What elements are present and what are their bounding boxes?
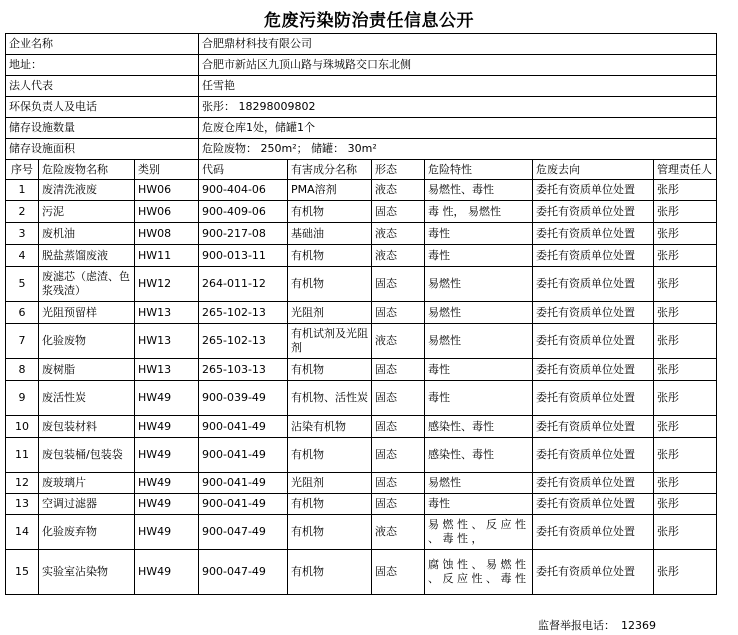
report-phone-number: 12369 xyxy=(621,619,656,632)
cell-code: 900-047-49 xyxy=(199,550,288,595)
cell-property: 感染性、毒性 xyxy=(425,416,533,438)
cell-category: HW49 xyxy=(135,494,199,515)
cell-property: 毒性 xyxy=(425,494,533,515)
cell-form: 固态 xyxy=(372,550,425,595)
cell-manager: 张彤 xyxy=(654,473,717,494)
header-component: 有害成分名称 xyxy=(288,160,372,180)
cell-form: 固态 xyxy=(372,359,425,381)
cell-category: HW06 xyxy=(135,180,199,201)
cell-code: 900-039-49 xyxy=(199,381,288,416)
cell-category: HW49 xyxy=(135,515,199,550)
address-value: 合肥市新站区九顶山路与珠城路交口东北侧 xyxy=(199,55,717,76)
table-row xyxy=(6,180,717,201)
cell-form: 液态 xyxy=(372,324,425,359)
table-row xyxy=(6,324,717,359)
cell-name: 化验废物 xyxy=(39,324,135,359)
cell-name: 废包装材料 xyxy=(39,416,135,438)
cell-component: 有机物、活性炭 xyxy=(288,381,372,416)
page-title: 危废污染防治责任信息公开 xyxy=(264,11,474,31)
cell-category: HW49 xyxy=(135,381,199,416)
cell-property: 易燃性 xyxy=(425,302,533,324)
cell-no: 14 xyxy=(6,515,39,550)
header-category: 类别 xyxy=(135,160,199,180)
cell-manager: 张彤 xyxy=(654,223,717,245)
cell-property: 易燃性 xyxy=(425,473,533,494)
cell-manager: 张彤 xyxy=(654,302,717,324)
cell-no: 13 xyxy=(6,494,39,515)
cell-property: 易燃性 xyxy=(425,267,533,302)
cell-form: 液态 xyxy=(372,223,425,245)
cell-code: 265-102-13 xyxy=(199,324,288,359)
cell-manager: 张彤 xyxy=(654,201,717,223)
cell-name: 废玻璃片 xyxy=(39,473,135,494)
table-row xyxy=(6,201,717,223)
info-row-company xyxy=(6,34,717,55)
cell-code: 900-041-49 xyxy=(199,473,288,494)
company-label: 企业名称 xyxy=(6,34,199,55)
cell-name: 脱盐蒸馏废液 xyxy=(39,245,135,267)
table-row xyxy=(6,302,717,324)
cell-component: 有机物 xyxy=(288,550,372,595)
cell-form: 液态 xyxy=(372,515,425,550)
cell-form: 固态 xyxy=(372,416,425,438)
table-row xyxy=(6,473,717,494)
cell-property: 毒性 xyxy=(425,245,533,267)
cell-code: 264-011-12 xyxy=(199,267,288,302)
header-property: 危险特性 xyxy=(425,160,533,180)
cell-component: 基础油 xyxy=(288,223,372,245)
legal-value: 任雪艳 xyxy=(199,76,717,97)
cell-manager: 张彤 xyxy=(654,438,717,473)
cell-property: 易燃性 xyxy=(425,324,533,359)
area-label: 储存设施面积 xyxy=(6,139,199,160)
cell-code: 900-217-08 xyxy=(199,223,288,245)
cell-property: 感染性、毒性 xyxy=(425,438,533,473)
table-row xyxy=(6,359,717,381)
cell-code: 900-041-49 xyxy=(199,494,288,515)
cell-manager: 张彤 xyxy=(654,494,717,515)
cell-form: 固态 xyxy=(372,494,425,515)
cell-property: 腐 蚀 性 、 易 燃 性 、 反 应 性 、 毒 性 xyxy=(425,550,533,595)
cell-category: HW12 xyxy=(135,267,199,302)
cell-property: 毒性 xyxy=(425,223,533,245)
cell-component: 有机物 xyxy=(288,515,372,550)
cell-form: 固态 xyxy=(372,302,425,324)
cell-code: 900-404-06 xyxy=(199,180,288,201)
cell-category: HW13 xyxy=(135,324,199,359)
cell-manager: 张彤 xyxy=(654,550,717,595)
table-row xyxy=(6,223,717,245)
table-row xyxy=(6,416,717,438)
table-header-row xyxy=(6,160,717,180)
cell-component: 有机物 xyxy=(288,267,372,302)
cell-destination: 委托有资质单位处置 xyxy=(533,324,654,359)
info-row-legal xyxy=(6,76,717,97)
cell-code: 900-013-11 xyxy=(199,245,288,267)
company-value: 合肥鼎材科技有限公司 xyxy=(199,34,717,55)
cell-no: 5 xyxy=(6,267,39,302)
table-row xyxy=(6,245,717,267)
cell-category: HW49 xyxy=(135,550,199,595)
cell-name: 废活性炭 xyxy=(39,381,135,416)
cell-code: 900-041-49 xyxy=(199,438,288,473)
cell-name: 废树脂 xyxy=(39,359,135,381)
table-row xyxy=(6,494,717,515)
cell-code: 265-102-13 xyxy=(199,302,288,324)
cell-form: 固态 xyxy=(372,267,425,302)
cell-form: 液态 xyxy=(372,245,425,267)
cell-property: 易燃性、毒性 xyxy=(425,180,533,201)
cell-name: 空调过滤器 xyxy=(39,494,135,515)
header-no: 序号 xyxy=(6,160,39,180)
cell-destination: 委托有资质单位处置 xyxy=(533,245,654,267)
env-label: 环保负责人及电话 xyxy=(6,97,199,118)
cell-code: 900-041-49 xyxy=(199,416,288,438)
cell-category: HW13 xyxy=(135,302,199,324)
cell-no: 12 xyxy=(6,473,39,494)
cell-component: PMA溶剂 xyxy=(288,180,372,201)
cell-code: 900-409-06 xyxy=(199,201,288,223)
info-row-count xyxy=(6,118,717,139)
info-row-env xyxy=(6,97,717,118)
footer xyxy=(538,617,656,633)
cell-no: 10 xyxy=(6,416,39,438)
info-row-address xyxy=(6,55,717,76)
cell-code: 900-047-49 xyxy=(199,515,288,550)
cell-component: 有机物 xyxy=(288,201,372,223)
cell-manager: 张彤 xyxy=(654,267,717,302)
cell-destination: 委托有资质单位处置 xyxy=(533,515,654,550)
cell-no: 9 xyxy=(6,381,39,416)
cell-category: HW06 xyxy=(135,201,199,223)
cell-destination: 委托有资质单位处置 xyxy=(533,494,654,515)
cell-destination: 委托有资质单位处置 xyxy=(533,359,654,381)
cell-destination: 委托有资质单位处置 xyxy=(533,302,654,324)
cell-no: 4 xyxy=(6,245,39,267)
cell-category: HW13 xyxy=(135,359,199,381)
cell-name: 废包装桶/包装袋 xyxy=(39,438,135,473)
area-value: 危险废物： 250m²； 储罐： 30m² xyxy=(199,139,717,160)
cell-no: 3 xyxy=(6,223,39,245)
cell-component: 沾染有机物 xyxy=(288,416,372,438)
cell-component: 有机试剂及光阻剂 xyxy=(288,324,372,359)
cell-property: 易 燃 性 、 反 应 性 、 毒 性 ， xyxy=(425,515,533,550)
table-row xyxy=(6,438,717,473)
cell-component: 有机物 xyxy=(288,359,372,381)
address-label: 地址： xyxy=(6,55,199,76)
cell-name: 光阻预留样 xyxy=(39,302,135,324)
table-row xyxy=(6,381,717,416)
cell-no: 7 xyxy=(6,324,39,359)
count-label: 储存设施数量 xyxy=(6,118,199,139)
cell-name: 化验废弃物 xyxy=(39,515,135,550)
cell-name: 废机油 xyxy=(39,223,135,245)
cell-property: 毒 性， 易燃性 xyxy=(425,201,533,223)
cell-name: 实验室沾染物 xyxy=(39,550,135,595)
cell-no: 11 xyxy=(6,438,39,473)
header-destination: 危废去向 xyxy=(533,160,654,180)
cell-no: 1 xyxy=(6,180,39,201)
cell-no: 15 xyxy=(6,550,39,595)
cell-form: 液态 xyxy=(372,180,425,201)
cell-form: 固态 xyxy=(372,473,425,494)
env-value: 张彤： 18298009802 xyxy=(199,97,717,118)
cell-manager: 张彤 xyxy=(654,381,717,416)
cell-destination: 委托有资质单位处置 xyxy=(533,438,654,473)
cell-component: 有机物 xyxy=(288,245,372,267)
cell-form: 固态 xyxy=(372,381,425,416)
cell-manager: 张彤 xyxy=(654,245,717,267)
header-manager: 管理责任人 xyxy=(654,160,717,180)
table-row xyxy=(6,515,717,550)
cell-destination: 委托有资质单位处置 xyxy=(533,550,654,595)
cell-name: 废清洗液废 xyxy=(39,180,135,201)
table-row xyxy=(6,550,717,595)
cell-component: 有机物 xyxy=(288,494,372,515)
cell-manager: 张彤 xyxy=(654,515,717,550)
cell-category: HW49 xyxy=(135,438,199,473)
report-phone-label: 监督举报电话： xyxy=(538,619,615,632)
cell-category: HW49 xyxy=(135,416,199,438)
cell-destination: 委托有资质单位处置 xyxy=(533,473,654,494)
cell-destination: 委托有资质单位处置 xyxy=(533,223,654,245)
cell-form: 固态 xyxy=(372,201,425,223)
cell-component: 有机物 xyxy=(288,438,372,473)
cell-form: 固态 xyxy=(372,438,425,473)
cell-destination: 委托有资质单位处置 xyxy=(533,267,654,302)
cell-property: 毒性 xyxy=(425,381,533,416)
cell-category: HW11 xyxy=(135,245,199,267)
cell-manager: 张彤 xyxy=(654,416,717,438)
cell-name: 废滤芯（虑渣、色浆残渣） xyxy=(39,267,135,302)
cell-destination: 委托有资质单位处置 xyxy=(533,180,654,201)
table-row xyxy=(6,267,717,302)
cell-category: HW49 xyxy=(135,473,199,494)
header-code: 代码 xyxy=(199,160,288,180)
header-form: 形态 xyxy=(372,160,425,180)
cell-destination: 委托有资质单位处置 xyxy=(533,381,654,416)
info-row-area xyxy=(6,139,717,160)
cell-category: HW08 xyxy=(135,223,199,245)
cell-property: 毒性 xyxy=(425,359,533,381)
cell-manager: 张彤 xyxy=(654,180,717,201)
cell-component: 光阻剂 xyxy=(288,473,372,494)
cell-no: 2 xyxy=(6,201,39,223)
cell-destination: 委托有资质单位处置 xyxy=(533,201,654,223)
header-name: 危险废物名称 xyxy=(39,160,135,180)
cell-name: 污泥 xyxy=(39,201,135,223)
cell-no: 8 xyxy=(6,359,39,381)
cell-manager: 张彤 xyxy=(654,324,717,359)
cell-manager: 张彤 xyxy=(654,359,717,381)
count-value: 危废仓库1处，储罐1个 xyxy=(199,118,717,139)
cell-destination: 委托有资质单位处置 xyxy=(533,416,654,438)
cell-no: 6 xyxy=(6,302,39,324)
cell-code: 265-103-13 xyxy=(199,359,288,381)
info-table xyxy=(5,33,717,595)
cell-component: 光阻剂 xyxy=(288,302,372,324)
legal-label: 法人代表 xyxy=(6,76,199,97)
